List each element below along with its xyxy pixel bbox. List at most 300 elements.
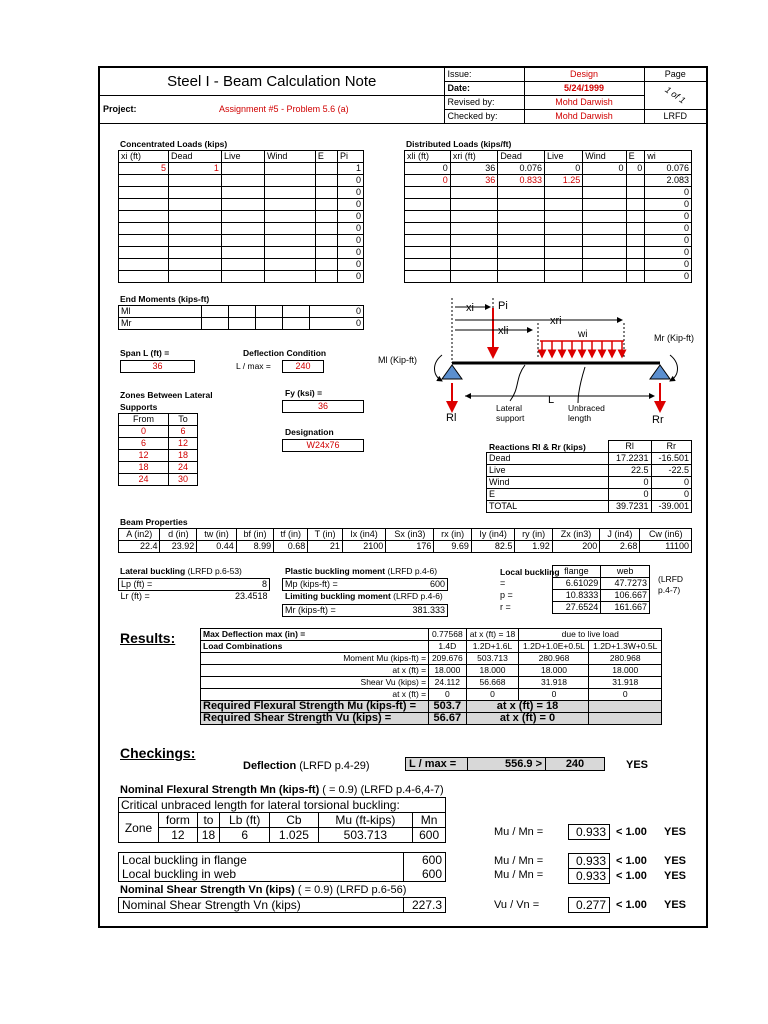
table-cell: 18	[119, 462, 169, 474]
table-cell	[545, 247, 583, 259]
column-header: Zx (in3)	[552, 529, 599, 541]
table-cell	[315, 259, 337, 271]
beam-diagram	[370, 293, 700, 433]
table-row	[405, 247, 692, 259]
table-cell: 18.000	[589, 665, 662, 677]
ratio1-yes: YES	[664, 826, 687, 838]
designation-value: W24x76	[282, 439, 364, 452]
table-cell	[626, 223, 645, 235]
lateral-label1: Lateral	[496, 403, 522, 413]
table-cell: 17.2231	[608, 453, 651, 465]
table-cell: 10.8333	[552, 590, 601, 602]
table-row	[119, 211, 364, 223]
mn-ref: (LRFD p.4-6,4-7)	[360, 784, 444, 796]
table-cell	[545, 235, 583, 247]
table-cell: 18	[197, 828, 219, 843]
table-cell: 6	[119, 438, 169, 450]
table-row	[201, 641, 662, 653]
table-cell	[221, 247, 264, 259]
table-cell: 22.4	[119, 541, 160, 553]
wi-label: wi	[578, 329, 588, 340]
table-cell: TOTAL	[487, 501, 609, 513]
defl-cond-label: Deflection Condition	[243, 348, 327, 358]
table-row	[487, 477, 692, 489]
table-cell: E	[487, 489, 609, 501]
table-cell	[405, 199, 451, 211]
unbraced-label1: Unbraced	[568, 403, 605, 413]
column-header: web	[601, 566, 650, 578]
table-cell: 0	[645, 247, 692, 259]
table-cell: 18	[169, 450, 198, 462]
table-cell	[583, 223, 626, 235]
table-cell	[626, 175, 645, 187]
table-cell	[450, 259, 498, 271]
lbf-label: Local buckling in flange	[119, 853, 404, 868]
column-header: Dead	[168, 151, 221, 163]
column-header: Cw (in6)	[640, 529, 692, 541]
table-row	[119, 247, 364, 259]
table-cell: 31.918	[589, 677, 662, 689]
table-row	[487, 489, 692, 501]
req-vu-at: at x (ft) = 0	[466, 713, 589, 725]
maxdefl-value: 0.77568	[429, 629, 466, 641]
zones-table	[118, 413, 198, 486]
reactions-title: Reactions Rl & Rr (kips)	[489, 442, 586, 452]
table-cell	[315, 211, 337, 223]
table-cell: 0	[337, 187, 363, 199]
vn-title: Nominal Shear Strength Vn (kips)	[120, 884, 295, 896]
vn-ratio-label: Vu / Vn =	[494, 899, 540, 911]
lbw-ratio: 0.933	[568, 868, 610, 884]
table-cell	[264, 175, 315, 187]
table-cell: 0	[337, 271, 363, 283]
table-cell	[583, 211, 626, 223]
column-header: Ix (in4)	[342, 529, 385, 541]
table-cell: 0	[310, 318, 364, 330]
table-cell: at x (ft) =	[201, 689, 429, 701]
table-cell	[119, 235, 169, 247]
vn-yes: YES	[664, 899, 687, 911]
table-cell: 0	[608, 477, 651, 489]
table-cell: Live	[487, 465, 609, 477]
right-support-icon	[650, 365, 670, 379]
column-header: Cb	[270, 813, 318, 828]
table-row	[405, 175, 692, 187]
local-title: Local buckling	[500, 567, 560, 577]
date-label: Date:	[444, 81, 524, 95]
table-cell: 0	[337, 211, 363, 223]
table-cell: 0	[645, 211, 692, 223]
table-cell: 47.7273	[601, 578, 650, 590]
table-cell	[119, 211, 169, 223]
mr-table	[282, 604, 448, 617]
table-cell: 0	[310, 306, 364, 318]
table-cell: 0	[337, 235, 363, 247]
table-cell	[315, 175, 337, 187]
table-cell: 2.083	[645, 175, 692, 187]
defl-check-row	[243, 760, 370, 772]
table-cell: 0	[645, 187, 692, 199]
table-row	[119, 235, 364, 247]
table-cell: p =	[500, 590, 513, 600]
column-header: Mn	[413, 813, 446, 828]
table-row	[405, 211, 692, 223]
table-cell: 0	[651, 477, 691, 489]
table-cell: 1.2D+1.0E+0.5L	[519, 641, 589, 653]
table-cell: 12	[159, 828, 198, 843]
table-cell: 23.92	[160, 541, 197, 553]
table-cell	[405, 247, 451, 259]
table-cell: 30	[169, 474, 198, 486]
table-cell: 18.000	[466, 665, 519, 677]
vn-lt: < 1.00	[616, 899, 647, 911]
table-row	[201, 677, 662, 689]
column-header: To	[169, 414, 198, 426]
table-cell: 200	[552, 541, 599, 553]
issue-value: Design	[524, 67, 644, 81]
table-cell: 2100	[342, 541, 385, 553]
column-header: Mu (ft-kips)	[318, 813, 413, 828]
table-cell	[626, 211, 645, 223]
table-cell	[405, 271, 451, 283]
local-ref: (LRFD p.4-7)	[658, 574, 684, 595]
table-cell: 1.2D+1.6L	[466, 641, 519, 653]
lr-label: Lr (ft) =	[120, 591, 150, 602]
pi-label: Pi	[498, 300, 508, 312]
table-cell: 0.076	[498, 163, 545, 175]
table-header-row	[405, 151, 692, 163]
fy-value: 36	[282, 400, 364, 413]
local-check-table	[118, 852, 446, 882]
table-cell: 1.4D	[429, 641, 466, 653]
table-cell	[221, 223, 264, 235]
lbf-lt: < 1.00	[616, 855, 647, 867]
xri-label: xri	[550, 315, 562, 327]
table-cell	[583, 199, 626, 211]
dist-table	[404, 150, 692, 283]
column-header: Wind	[264, 151, 315, 163]
mn-title: Nominal Flexural Strength Mn (kips-ft)	[120, 784, 320, 796]
table-cell: 0	[519, 689, 589, 701]
column-header: Sx (in3)	[386, 529, 434, 541]
table-cell	[498, 235, 545, 247]
table-cell: -16.501	[651, 453, 691, 465]
table-cell: 5	[119, 163, 169, 175]
date-value: 5/24/1999	[524, 81, 644, 95]
table-cell: 0	[608, 489, 651, 501]
table-cell	[264, 259, 315, 271]
column-header: to	[197, 813, 219, 828]
table-cell: 0	[626, 163, 645, 175]
column-header: xri (ft)	[450, 151, 498, 163]
table-cell: 503.713	[466, 653, 519, 665]
table-cell	[264, 187, 315, 199]
table-cell	[119, 187, 169, 199]
column-header: T (in)	[308, 529, 343, 541]
table-cell	[221, 211, 264, 223]
l-label: L	[548, 394, 555, 406]
mp-value: 600	[406, 579, 448, 591]
table-cell: 12	[119, 450, 169, 462]
column-header: tw (in)	[197, 529, 236, 541]
table-cell: Load Combinations	[201, 641, 429, 653]
table-cell	[168, 223, 221, 235]
table-cell	[626, 247, 645, 259]
table-row	[490, 578, 650, 590]
table-cell: -39.001	[651, 501, 691, 513]
fy-label: Fy (ksi) =	[285, 388, 323, 398]
column-header: Rl	[608, 441, 651, 453]
table-cell	[119, 247, 169, 259]
table-cell: 1.92	[515, 541, 552, 553]
table-row	[201, 665, 662, 677]
vn-value: 227.3	[404, 898, 446, 913]
header-table	[98, 66, 708, 124]
table-cell: 1	[168, 163, 221, 175]
table-cell	[545, 199, 583, 211]
table-cell	[168, 175, 221, 187]
reactions-table	[486, 440, 692, 513]
table-cell: 24	[119, 474, 169, 486]
table-cell: 0	[405, 175, 451, 187]
table-cell	[450, 223, 498, 235]
column-header: rx (in)	[434, 529, 471, 541]
table-cell: 1.025	[270, 828, 318, 843]
column-header: Live	[221, 151, 264, 163]
table-cell	[315, 199, 337, 211]
table-cell: 0.076	[645, 163, 692, 175]
table-row	[201, 629, 662, 641]
results-title: Results:	[120, 630, 176, 646]
table-cell: 36	[450, 175, 498, 187]
ratio1-value: 0.933	[568, 824, 610, 840]
table-cell	[119, 223, 169, 235]
table-cell	[498, 211, 545, 223]
column-header: flange	[552, 566, 601, 578]
table-cell: 0	[645, 223, 692, 235]
project-value: Assignment #5 - Problem 5.6 (a)	[219, 104, 349, 114]
table-cell	[545, 211, 583, 223]
mr-label: Mr (Kip-ft)	[654, 333, 694, 343]
page-label: Page	[644, 67, 707, 81]
lateral-title-row	[120, 566, 242, 576]
table-cell: 6	[220, 828, 270, 843]
table-cell	[545, 271, 583, 283]
project-row	[99, 95, 444, 123]
table-cell: 24.112	[429, 677, 466, 689]
table-row	[119, 438, 198, 450]
table-cell	[589, 713, 662, 725]
column-header: ry (in)	[515, 529, 552, 541]
lbf-ratio: 0.933	[568, 853, 610, 869]
lbw-label: Local buckling in web	[119, 867, 404, 882]
xi-label: xi	[466, 302, 474, 314]
table-cell	[221, 163, 264, 175]
table-cell: at x (ft) =	[201, 665, 429, 677]
defl-check-ref: (LRFD p.4-29)	[299, 760, 370, 772]
table-cell	[119, 271, 169, 283]
table-cell: 39.7231	[608, 501, 651, 513]
lp-value: 8	[193, 579, 269, 591]
vn-label: Nominal Shear Strength Vn (kips)	[119, 898, 404, 913]
table-cell	[498, 199, 545, 211]
table-cell	[221, 187, 264, 199]
table-cell: 0	[645, 235, 692, 247]
table-cell	[450, 187, 498, 199]
table-row	[405, 235, 692, 247]
beam-title: Beam Properties	[120, 517, 188, 527]
table-row	[119, 474, 198, 486]
lbf-ratio-label: Mu / Mn =	[494, 855, 544, 867]
table-cell	[119, 259, 169, 271]
table-cell	[315, 271, 337, 283]
table-cell: Mr	[119, 318, 202, 330]
plastic-title: Plastic buckling moment	[285, 566, 386, 576]
table-cell: 0.68	[274, 541, 308, 553]
table-cell	[168, 199, 221, 211]
mn-title-row	[120, 784, 444, 796]
table-row	[487, 465, 692, 477]
table-cell: 11100	[640, 541, 692, 553]
table-header-row	[119, 151, 364, 163]
table-cell	[405, 259, 451, 271]
table-row	[119, 259, 364, 271]
table-cell	[168, 259, 221, 271]
table-cell: 209.676	[429, 653, 466, 665]
table-row	[490, 602, 650, 614]
defl-check-limit: 240	[546, 758, 605, 771]
table-cell	[450, 199, 498, 211]
lateral-title: Lateral buckling	[120, 566, 186, 576]
table-cell: 0	[119, 426, 169, 438]
defl-cond-value: 240	[282, 360, 324, 373]
table-cell	[450, 211, 498, 223]
table-row	[405, 199, 692, 211]
table-cell: 161.667	[601, 602, 650, 614]
table-cell	[626, 259, 645, 271]
table-cell	[264, 271, 315, 283]
column-header: Dead	[498, 151, 545, 163]
column-header: wi	[645, 151, 692, 163]
table-cell: 9.69	[434, 541, 471, 553]
table-cell	[221, 235, 264, 247]
table-row	[201, 653, 662, 665]
table-cell: 31.918	[519, 677, 589, 689]
table-cell	[168, 247, 221, 259]
table-cell	[264, 223, 315, 235]
distributed-load-arrows	[540, 341, 624, 357]
table-row	[405, 223, 692, 235]
table-cell: =	[500, 578, 506, 588]
table-cell: 56.668	[466, 677, 519, 689]
table-cell: 0.833	[498, 175, 545, 187]
table-row	[487, 453, 692, 465]
table-cell	[583, 247, 626, 259]
table-cell: 1.25	[545, 175, 583, 187]
table-row	[490, 590, 650, 602]
span-value: 36	[120, 360, 195, 373]
table-cell	[315, 163, 337, 175]
column-header: form	[159, 813, 198, 828]
defl-check-prefix: L / max =	[406, 758, 468, 771]
table-cell	[315, 223, 337, 235]
table-cell	[221, 271, 264, 283]
column-header: E	[315, 151, 337, 163]
mp-label: Mp (kips-ft) =	[283, 579, 406, 591]
table-cell	[202, 318, 229, 330]
table-cell: 176	[386, 541, 434, 553]
table-row	[119, 450, 198, 462]
table-cell: 0	[337, 223, 363, 235]
plastic-table	[282, 578, 448, 591]
ml-moment-arrow	[435, 355, 443, 381]
table-cell	[405, 187, 451, 199]
project-label: Project:	[103, 104, 137, 114]
sheet-title: Steel I - Beam Calculation Note	[99, 67, 444, 95]
table-cell	[450, 271, 498, 283]
table-cell: 27.6524	[552, 602, 601, 614]
table-cell	[583, 175, 626, 187]
table-row	[119, 271, 364, 283]
table-row	[201, 701, 662, 713]
plastic-ref: (LRFD p.4-6)	[387, 566, 438, 576]
column-header: From	[119, 414, 169, 426]
table-cell: 22.5	[608, 465, 651, 477]
column-header: J (in4)	[600, 529, 640, 541]
table-cell: 0.44	[197, 541, 236, 553]
table-cell	[583, 271, 626, 283]
zones-title1: Zones Between Lateral	[120, 390, 213, 400]
table-cell: 18.000	[429, 665, 466, 677]
maxdefl-label: Max Deflection max (in) =	[201, 629, 429, 641]
code-label: LRFD	[644, 109, 707, 123]
table-cell: 280.968	[519, 653, 589, 665]
column-header: xi (ft)	[119, 151, 169, 163]
table-row	[119, 462, 198, 474]
table-cell	[589, 701, 662, 713]
table-row	[405, 271, 692, 283]
endm-title: End Moments (kips-ft)	[120, 294, 210, 304]
table-row	[119, 175, 364, 187]
local-table	[490, 565, 650, 614]
table-row	[487, 501, 692, 513]
table-cell	[545, 187, 583, 199]
table-cell: 0	[405, 163, 451, 175]
issue-label: Issue:	[444, 67, 524, 81]
table-row	[119, 199, 364, 211]
table-cell: 0	[466, 689, 519, 701]
table-cell	[583, 235, 626, 247]
defl-check-ok: YES	[626, 759, 649, 771]
table-cell	[450, 235, 498, 247]
column-header: Iy (in4)	[471, 529, 514, 541]
table-cell: 18.000	[519, 665, 589, 677]
table-cell: Ml	[119, 306, 202, 318]
column-header: d (in)	[160, 529, 197, 541]
table-cell: 82.5	[471, 541, 514, 553]
page-value: 1 of 1	[663, 84, 688, 106]
table-cell	[545, 223, 583, 235]
table-row	[405, 187, 692, 199]
table-cell: 21	[308, 541, 343, 553]
table-header-row	[490, 566, 650, 578]
table-cell: 24	[169, 462, 198, 474]
table-cell: 6.61029	[552, 578, 601, 590]
lp-label: Lp (ft) =	[119, 579, 194, 591]
table-cell: 0	[589, 689, 662, 701]
table-cell	[626, 199, 645, 211]
table-cell: 2.68	[600, 541, 640, 553]
